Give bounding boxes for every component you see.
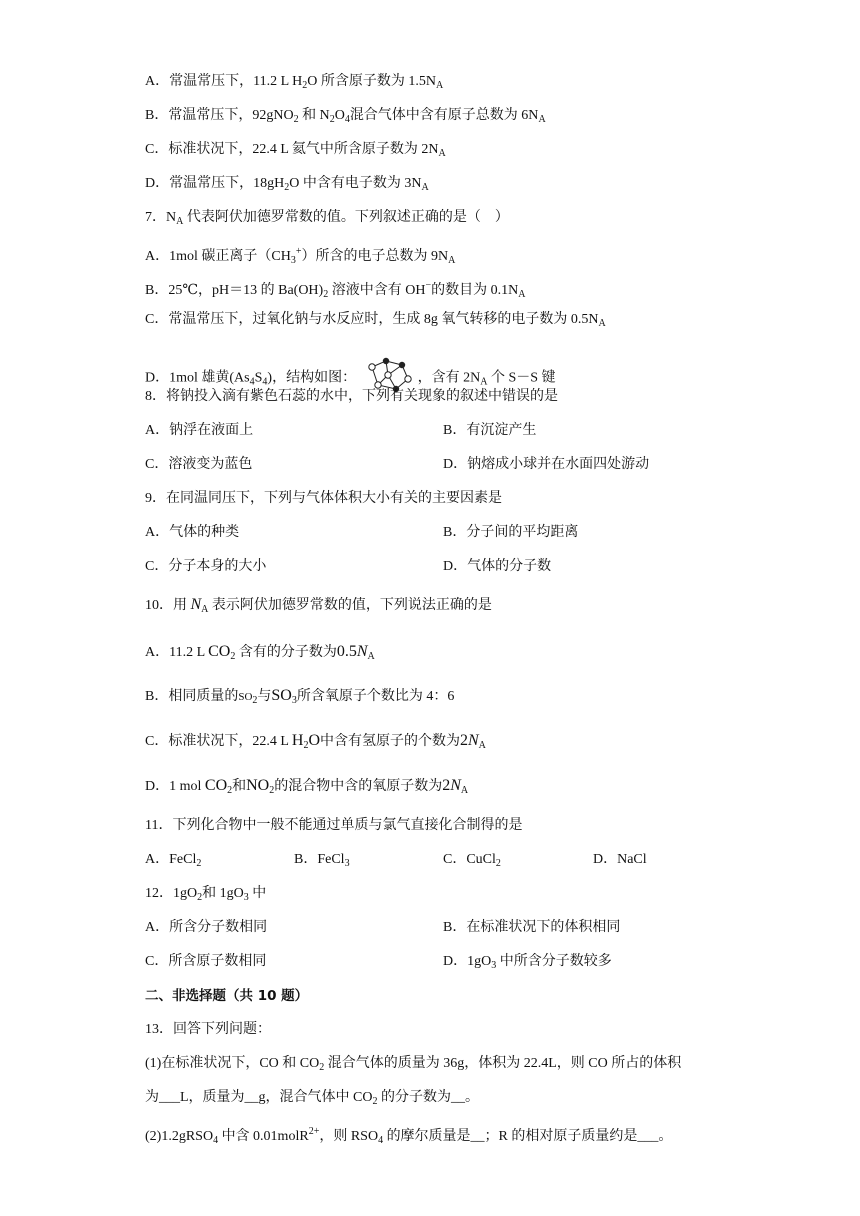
- q7-stem: 7．$N_A$ 代表阿伏加德罗常数的值。下列叙述正确的是（ ）: [145, 210, 509, 227]
- q10-option-a: A．11.2 L $CO_2$ 含有的分子数为$0.5N_A$: [145, 643, 375, 662]
- q6-option-d: D．常温常压下，$18gH_2O$ 中含有电子数为 $3N_A$: [145, 176, 429, 193]
- q9-option-d: D．气体的分子数: [443, 559, 552, 574]
- q6-option-b: B．常温常压下，92gNO$_2$ 和 $N_2O_4$混合气体中含有原子总数为 $6N_A$: [145, 108, 546, 125]
- q12-option-b: B．在标准状况下的体积相同: [443, 920, 621, 935]
- q12-option-a: A．所含分子数相同: [145, 920, 268, 935]
- q6-option-a: A．常温常压下，11.2 L $H_2O$ 所含原子数为 $1.5N_A$: [145, 74, 444, 91]
- q11-option-b: B．FeCl$_3$: [294, 852, 350, 869]
- q13-part2: (2)1.2gRSO$_4$ 中含 0.01molR$^{2+}$，则 $RSO_4$ 的摩尔质量是__；R 的相对原子质量约是___。: [145, 1126, 673, 1146]
- q12-option-c: C．所含原子数相同: [145, 954, 267, 969]
- q12-option-d: D．$1gO_3$ 中所含分子数较多: [443, 954, 612, 971]
- q8-stem: 8．将钠投入滴有紫色石蕊的水中，下列有关现象的叙述中错误的是: [145, 389, 558, 404]
- q8-option-b: B．有沉淀产生: [443, 423, 537, 438]
- q8-option-a: A．钠浮在液面上: [145, 423, 254, 438]
- q9-option-a: A．气体的种类: [145, 525, 240, 540]
- q9-stem: 9．在同温同压下，下列与气体体积大小有关的主要因素是: [145, 491, 502, 506]
- section-heading: 二、非选择题（共 10 题）: [145, 988, 309, 1004]
- q7-option-c: C．常温常压下，过氧化钠与水反应时，生成 8g 氧气转移的电子数为 $0.5N_A$: [145, 312, 606, 329]
- q11-option-a: A．FeCl$_2$: [145, 852, 202, 869]
- q7-option-b: B．25℃，pH＝13 的 $Ba(OH)_2$ 溶液中含有 OH−的数目为 $0.1N_A$: [145, 280, 526, 300]
- q11-stem: 11．下列化合物中一般不能通过单质与氯气直接化合制得的是: [145, 818, 523, 833]
- q13-part1-cont: 为___L，质量为__g，混合气体中 $CO_2$ 的分子数为__。: [145, 1090, 479, 1107]
- q13-stem: 13．回答下列问题：: [145, 1022, 271, 1037]
- q9-option-b: B．分子间的平均距离: [443, 525, 579, 540]
- q8-option-c: C．溶液变为蓝色: [145, 457, 253, 472]
- q7-option-a: A．1mol 碳正离子$(CH_3^+)$所含的电子总数为 $9N_A$: [145, 246, 456, 266]
- q13-part1: (1)在标准状况下，CO 和 $CO_2$ 混合气体的质量为 36g，体积为 22.4L，则 CO 所占的体积: [145, 1056, 682, 1073]
- q12-stem: 12．$1gO_2$和 $1gO_3$ 中: [145, 886, 267, 903]
- q10-stem: 10．用 $N_A$ 表示阿伏加德罗常数的值，下列说法正确的是: [145, 596, 492, 615]
- q10-option-c: C．标准状况下，22.4 L $H_2O$中含有氢原子的个数为$2N_A$: [145, 732, 486, 751]
- q9-option-c: C．分子本身的大小: [145, 559, 267, 574]
- q6-option-c: C．标准状况下，22.4 L 氦气中所含原子数为 $2N_A$: [145, 142, 446, 159]
- q11-option-d: D．NaCl: [593, 852, 647, 867]
- q7-option-d: D．1mol 雄黄$(As_4S_4)$，结构如图： ，含有 $2N_A$ 个 S－S 键: [145, 357, 556, 400]
- q8-option-d: D．钠熔成小球并在水面四处游动: [443, 457, 650, 472]
- q11-option-c: C．CuCl$_2$: [443, 852, 501, 869]
- q10-option-b: B．相同质量的$SO_2$与$SO_3$所含氧原子个数比为 4：6: [145, 687, 455, 706]
- q10-option-d: D．1 mol $CO_2$和$NO_2$的混合物中含的氧原子数为$2N_A$: [145, 777, 469, 796]
